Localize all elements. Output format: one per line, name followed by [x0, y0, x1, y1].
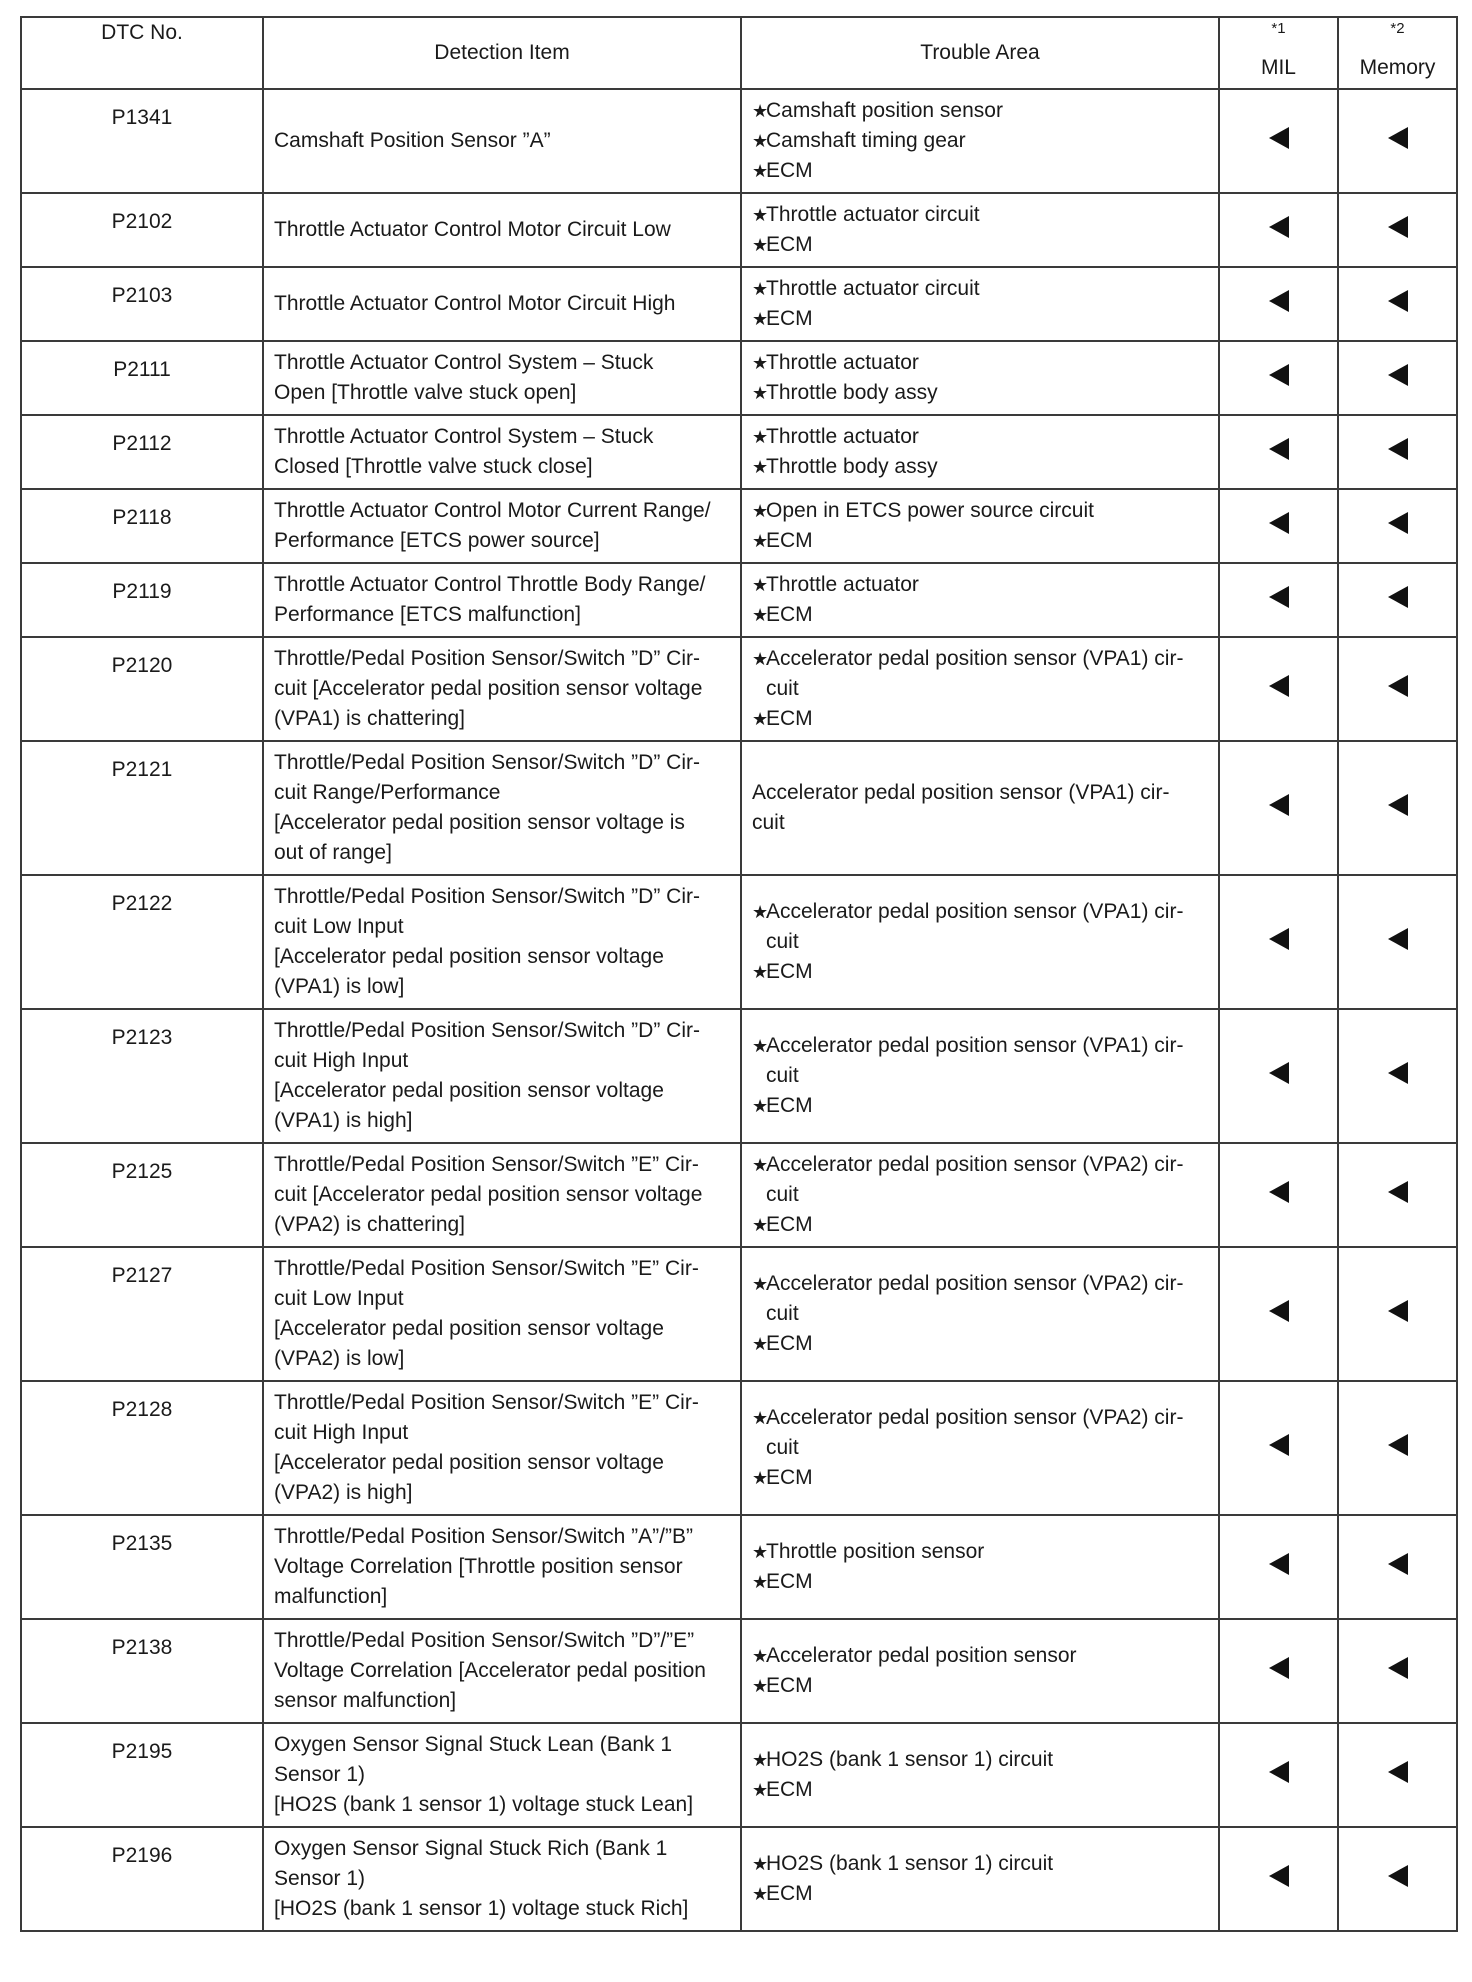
trouble-area-bullet-item: ★ Throttle body assy — [752, 452, 1210, 482]
trouble-area-bullet-item: ★ HO2S (bank 1 sensor 1) circuit — [752, 1745, 1210, 1775]
table-row — [21, 415, 1457, 489]
dtc-code: P2102 — [21, 193, 263, 267]
detection-item-line: Throttle/Pedal Position Sensor/Switch ”A”/”B” — [274, 1525, 693, 1548]
dtc-code: P2103 — [21, 267, 263, 341]
trouble-area-bullet-item: ★ Accelerator pedal position sensor (VPA1) cir- — [752, 897, 1210, 927]
trouble-area-bullet-item: ★ Throttle actuator — [752, 348, 1210, 378]
mil-indicator-icon — [1269, 1553, 1289, 1575]
detection-item-line: Throttle/Pedal Position Sensor/Switch ”D” Cir- — [274, 885, 700, 908]
header-memory — [1338, 17, 1457, 89]
detection-item-line: Throttle Actuator Control Motor Circuit High — [274, 292, 676, 315]
detection-item-line: cuit Low Input — [274, 1287, 404, 1310]
detection-item-line: (VPA1) is high] — [274, 1109, 413, 1132]
dtc-code: P2125 — [21, 1143, 263, 1247]
dtc-code: P2112 — [21, 415, 263, 489]
detection-item-line: [Accelerator pedal position sensor voltage — [274, 1451, 664, 1474]
detection-item — [263, 267, 741, 341]
mil-cell — [1219, 875, 1338, 1009]
trouble-area-bullet-item: ★ ECM — [752, 526, 1210, 556]
mil-indicator-icon — [1269, 586, 1289, 608]
header-memory-label: Memory — [1359, 56, 1436, 79]
trouble-area — [741, 1723, 1219, 1827]
trouble-area — [741, 1619, 1219, 1723]
trouble-area-line: cuit — [766, 1436, 799, 1459]
detection-item-line: (VPA1) is low] — [274, 975, 405, 998]
trouble-area-bullet-item: ★ ECM — [752, 1210, 1210, 1240]
dtc-code: P2121 — [21, 741, 263, 875]
dtc-code: P2120 — [21, 637, 263, 741]
table-row — [21, 267, 1457, 341]
detection-item-line: (VPA1) is chattering] — [274, 707, 466, 730]
detection-item-line: Voltage Correlation [Accelerator pedal position — [274, 1659, 706, 1682]
detection-item — [263, 875, 741, 1009]
table-row — [21, 875, 1457, 1009]
trouble-area — [741, 89, 1219, 193]
memory-indicator-icon — [1388, 794, 1408, 816]
header-detection-item-label: Detection Item — [434, 41, 570, 64]
detection-item — [263, 1619, 741, 1723]
mil-cell — [1219, 637, 1338, 741]
mil-footnote-marker: *1 — [1271, 20, 1286, 37]
table-body — [21, 89, 1457, 1931]
dtc-code: P2123 — [21, 1009, 263, 1143]
memory-indicator-icon — [1388, 364, 1408, 386]
memory-cell — [1338, 193, 1457, 267]
memory-indicator-icon — [1388, 1553, 1408, 1575]
mil-indicator-icon — [1269, 127, 1289, 149]
table-row — [21, 1009, 1457, 1143]
mil-indicator-icon — [1269, 675, 1289, 697]
memory-cell — [1338, 341, 1457, 415]
table-row — [21, 1515, 1457, 1619]
trouble-area — [741, 1009, 1219, 1143]
table-row — [21, 1247, 1457, 1381]
detection-item — [263, 1009, 741, 1143]
mil-indicator-icon — [1269, 1181, 1289, 1203]
header-trouble-area — [741, 17, 1219, 89]
mil-indicator-icon — [1269, 1300, 1289, 1322]
detection-item — [263, 563, 741, 637]
detection-item-line: out of range] — [274, 841, 392, 864]
trouble-area-bullet-item: ★ Accelerator pedal position sensor (VPA1) cir- — [752, 1031, 1210, 1061]
detection-item-line: [Accelerator pedal position sensor voltage — [274, 1079, 664, 1102]
detection-item-line: (VPA2) is chattering] — [274, 1213, 466, 1236]
mil-cell — [1219, 415, 1338, 489]
memory-indicator-icon — [1388, 1181, 1408, 1203]
detection-item-line: Throttle/Pedal Position Sensor/Switch ”D”/”E” — [274, 1629, 695, 1652]
mil-cell — [1219, 1009, 1338, 1143]
detection-item-line: Throttle Actuator Control Motor Current Range/ — [274, 499, 711, 522]
trouble-area-bullet-item: ★ HO2S (bank 1 sensor 1) circuit — [752, 1849, 1210, 1879]
detection-item-line: [HO2S (bank 1 sensor 1) voltage stuck Lean] — [274, 1793, 694, 1816]
memory-indicator-icon — [1388, 586, 1408, 608]
trouble-area-line: cuit — [766, 677, 799, 700]
trouble-area-bullet-item: ★ ECM — [752, 1567, 1210, 1597]
trouble-area-bullet-item: ★ Throttle body assy — [752, 378, 1210, 408]
trouble-area-bullet-item: ★ ECM — [752, 156, 1210, 186]
detection-item-line: Throttle/Pedal Position Sensor/Switch ”E” Cir- — [274, 1153, 699, 1176]
trouble-area-line: cuit — [766, 1064, 799, 1087]
detection-item — [263, 1827, 741, 1931]
dtc-table-page — [20, 16, 1456, 1932]
table-row — [21, 1723, 1457, 1827]
trouble-area — [741, 1381, 1219, 1515]
mil-indicator-icon — [1269, 364, 1289, 386]
detection-item-line: Open [Throttle valve stuck open] — [274, 381, 577, 404]
detection-item — [263, 415, 741, 489]
memory-cell — [1338, 1723, 1457, 1827]
mil-cell — [1219, 1619, 1338, 1723]
dtc-code: P2135 — [21, 1515, 263, 1619]
detection-item-line: Throttle/Pedal Position Sensor/Switch ”D” Cir- — [274, 1019, 700, 1042]
trouble-area — [741, 489, 1219, 563]
memory-cell — [1338, 563, 1457, 637]
detection-item-line: cuit [Accelerator pedal position sensor voltage — [274, 677, 703, 700]
table-row — [21, 741, 1457, 875]
detection-item-line: cuit Range/Performance — [274, 781, 501, 804]
detection-item-line: Sensor 1) — [274, 1763, 366, 1786]
mil-indicator-icon — [1269, 1062, 1289, 1084]
memory-indicator-icon — [1388, 1761, 1408, 1783]
header-detection-item — [263, 17, 741, 89]
mil-cell — [1219, 489, 1338, 563]
memory-cell — [1338, 875, 1457, 1009]
detection-item-line: Voltage Correlation [Throttle position sensor — [274, 1555, 683, 1578]
trouble-area-bullet-item: ★ Accelerator pedal position sensor (VPA2) cir- — [752, 1403, 1210, 1433]
memory-cell — [1338, 637, 1457, 741]
mil-cell — [1219, 1381, 1338, 1515]
trouble-area — [741, 341, 1219, 415]
memory-cell — [1338, 1515, 1457, 1619]
detection-item-line: Oxygen Sensor Signal Stuck Rich (Bank 1 — [274, 1837, 668, 1860]
detection-item-line: cuit High Input — [274, 1421, 409, 1444]
trouble-area-bullet-item: ★ Accelerator pedal position sensor — [752, 1641, 1210, 1671]
memory-indicator-icon — [1388, 1657, 1408, 1679]
trouble-area — [741, 193, 1219, 267]
memory-cell — [1338, 1381, 1457, 1515]
mil-indicator-icon — [1269, 1434, 1289, 1456]
detection-item-line: Camshaft Position Sensor ”A” — [274, 129, 551, 152]
dtc-code: P1341 — [21, 89, 263, 193]
trouble-area-line: cuit — [766, 930, 799, 953]
header-dtc-no — [21, 17, 263, 89]
mil-cell — [1219, 341, 1338, 415]
detection-item-line: [Accelerator pedal position sensor voltage — [274, 945, 664, 968]
trouble-area-bullet-item: ★ Accelerator pedal position sensor (VPA2) cir- — [752, 1269, 1210, 1299]
mil-cell — [1219, 1515, 1338, 1619]
trouble-area-line: cuit — [766, 1302, 799, 1325]
trouble-area-line: cuit — [752, 811, 785, 834]
mil-indicator-icon — [1269, 438, 1289, 460]
mil-cell — [1219, 1143, 1338, 1247]
trouble-area-bullet-item: ★ ECM — [752, 1879, 1210, 1909]
trouble-area-bullet-item: ★ ECM — [752, 304, 1210, 334]
mil-indicator-icon — [1269, 794, 1289, 816]
table-row — [21, 193, 1457, 267]
trouble-area-bullet-item: ★ ECM — [752, 1329, 1210, 1359]
trouble-area-bullet-item: ★ ECM — [752, 704, 1210, 734]
memory-indicator-icon — [1388, 127, 1408, 149]
memory-cell — [1338, 267, 1457, 341]
detection-item-line: (VPA2) is high] — [274, 1481, 413, 1504]
trouble-area-bullet-item: ★ Throttle actuator — [752, 422, 1210, 452]
table-header-row — [21, 17, 1457, 89]
trouble-area — [741, 1143, 1219, 1247]
table-row — [21, 1827, 1457, 1931]
mil-indicator-icon — [1269, 512, 1289, 534]
trouble-area-bullet-item: ★ Throttle actuator — [752, 570, 1210, 600]
header-dtc-no-label: DTC No. — [101, 21, 183, 44]
detection-item-line: Throttle/Pedal Position Sensor/Switch ”E” Cir- — [274, 1257, 699, 1280]
table-row — [21, 563, 1457, 637]
detection-item — [263, 1723, 741, 1827]
mil-cell — [1219, 1723, 1338, 1827]
mil-indicator-icon — [1269, 1761, 1289, 1783]
memory-footnote-marker: *2 — [1390, 20, 1405, 37]
trouble-area-bullet-item: ★ Camshaft timing gear — [752, 126, 1210, 156]
table-row — [21, 1381, 1457, 1515]
detection-item-line: Throttle/Pedal Position Sensor/Switch ”E” Cir- — [274, 1391, 699, 1414]
mil-indicator-icon — [1269, 290, 1289, 312]
trouble-area — [741, 563, 1219, 637]
trouble-area-bullet-item: ★ ECM — [752, 1775, 1210, 1805]
table-row — [21, 1619, 1457, 1723]
trouble-area-bullet-item: ★ ECM — [752, 600, 1210, 630]
table-row — [21, 637, 1457, 741]
mil-cell — [1219, 193, 1338, 267]
memory-cell — [1338, 415, 1457, 489]
detection-item — [263, 1381, 741, 1515]
memory-cell — [1338, 1247, 1457, 1381]
memory-indicator-icon — [1388, 928, 1408, 950]
detection-item — [263, 193, 741, 267]
dtc-table — [20, 16, 1458, 1932]
memory-cell — [1338, 741, 1457, 875]
mil-cell — [1219, 1827, 1338, 1931]
trouble-area — [741, 1515, 1219, 1619]
trouble-area-line: Accelerator pedal position sensor (VPA1) cir- — [752, 781, 1170, 804]
trouble-area-bullet-item: ★ ECM — [752, 1091, 1210, 1121]
memory-cell — [1338, 1143, 1457, 1247]
mil-cell — [1219, 741, 1338, 875]
mil-indicator-icon — [1269, 216, 1289, 238]
mil-cell — [1219, 1247, 1338, 1381]
trouble-area-bullet-item: ★ Accelerator pedal position sensor (VPA2) cir- — [752, 1150, 1210, 1180]
trouble-area — [741, 267, 1219, 341]
mil-cell — [1219, 563, 1338, 637]
memory-indicator-icon — [1388, 1434, 1408, 1456]
trouble-area-bullet-item: ★ ECM — [752, 230, 1210, 260]
mil-cell — [1219, 267, 1338, 341]
mil-indicator-icon — [1269, 1657, 1289, 1679]
trouble-area-bullet-item: ★ Throttle actuator circuit — [752, 274, 1210, 304]
trouble-area-bullet-item: ★ Camshaft position sensor — [752, 96, 1210, 126]
trouble-area — [741, 1247, 1219, 1381]
memory-indicator-icon — [1388, 1865, 1408, 1887]
detection-item-line: (VPA2) is low] — [274, 1347, 405, 1370]
trouble-area-bullet-item: ★ Accelerator pedal position sensor (VPA1) cir- — [752, 644, 1210, 674]
memory-indicator-icon — [1388, 512, 1408, 534]
detection-item-line: Performance [ETCS power source] — [274, 529, 600, 552]
table-row — [21, 89, 1457, 193]
trouble-area-bullet-item: ★ ECM — [752, 1671, 1210, 1701]
memory-indicator-icon — [1388, 1062, 1408, 1084]
mil-indicator-icon — [1269, 1865, 1289, 1887]
trouble-area-bullet-item: ★ ECM — [752, 1463, 1210, 1493]
dtc-code: P2119 — [21, 563, 263, 637]
trouble-area — [741, 415, 1219, 489]
detection-item-line: Closed [Throttle valve stuck close] — [274, 455, 593, 478]
memory-indicator-icon — [1388, 675, 1408, 697]
dtc-code: P2122 — [21, 875, 263, 1009]
dtc-code: P2111 — [21, 341, 263, 415]
detection-item-line: Oxygen Sensor Signal Stuck Lean (Bank 1 — [274, 1733, 673, 1756]
trouble-area-bullet-item: ★ ECM — [752, 957, 1210, 987]
detection-item — [263, 1143, 741, 1247]
mil-indicator-icon — [1269, 928, 1289, 950]
header-mil — [1219, 17, 1338, 89]
trouble-area-bullet-item: ★ Throttle position sensor — [752, 1537, 1210, 1567]
header-trouble-area-label: Trouble Area — [920, 41, 1040, 64]
detection-item-line: [Accelerator pedal position sensor voltage — [274, 1317, 664, 1340]
detection-item-line: cuit High Input — [274, 1049, 409, 1072]
detection-item — [263, 741, 741, 875]
table-row — [21, 1143, 1457, 1247]
dtc-code: P2138 — [21, 1619, 263, 1723]
detection-item-line: cuit Low Input — [274, 915, 404, 938]
memory-indicator-icon — [1388, 438, 1408, 460]
detection-item-line: sensor malfunction] — [274, 1689, 457, 1712]
memory-indicator-icon — [1388, 290, 1408, 312]
trouble-area — [741, 1827, 1219, 1931]
memory-cell — [1338, 1619, 1457, 1723]
detection-item — [263, 1247, 741, 1381]
table-row — [21, 489, 1457, 563]
detection-item-line: Throttle Actuator Control System – Stuck — [274, 425, 654, 448]
memory-cell — [1338, 489, 1457, 563]
detection-item-line: cuit [Accelerator pedal position sensor voltage — [274, 1183, 703, 1206]
detection-item — [263, 489, 741, 563]
trouble-area — [741, 637, 1219, 741]
dtc-code: P2127 — [21, 1247, 263, 1381]
detection-item — [263, 89, 741, 193]
memory-cell — [1338, 1827, 1457, 1931]
detection-item-line: Performance [ETCS malfunction] — [274, 603, 581, 626]
trouble-area-bullet-item: ★ Open in ETCS power source circuit — [752, 496, 1210, 526]
detection-item — [263, 637, 741, 741]
memory-indicator-icon — [1388, 216, 1408, 238]
detection-item — [263, 1515, 741, 1619]
detection-item-line: [Accelerator pedal position sensor voltage is — [274, 811, 685, 834]
memory-cell — [1338, 1009, 1457, 1143]
detection-item-line: Throttle Actuator Control System – Stuck — [274, 351, 654, 374]
detection-item-line: Sensor 1) — [274, 1867, 366, 1890]
detection-item — [263, 341, 741, 415]
dtc-code: P2128 — [21, 1381, 263, 1515]
detection-item-line: Throttle Actuator Control Throttle Body Range/ — [274, 573, 706, 596]
trouble-area-bullet-item: ★ Throttle actuator circuit — [752, 200, 1210, 230]
detection-item-line: malfunction] — [274, 1585, 388, 1608]
memory-cell — [1338, 89, 1457, 193]
dtc-code: P2195 — [21, 1723, 263, 1827]
trouble-area-line: cuit — [766, 1183, 799, 1206]
dtc-code: P2118 — [21, 489, 263, 563]
header-mil-label: MIL — [1260, 56, 1296, 79]
trouble-area — [741, 741, 1219, 875]
table-row — [21, 341, 1457, 415]
detection-item-line: Throttle Actuator Control Motor Circuit Low — [274, 218, 671, 241]
dtc-code: P2196 — [21, 1827, 263, 1931]
memory-indicator-icon — [1388, 1300, 1408, 1322]
trouble-area — [741, 875, 1219, 1009]
detection-item-line: Throttle/Pedal Position Sensor/Switch ”D” Cir- — [274, 751, 700, 774]
detection-item-line: Throttle/Pedal Position Sensor/Switch ”D” Cir- — [274, 647, 700, 670]
detection-item-line: [HO2S (bank 1 sensor 1) voltage stuck Rich] — [274, 1897, 689, 1920]
mil-cell — [1219, 89, 1338, 193]
